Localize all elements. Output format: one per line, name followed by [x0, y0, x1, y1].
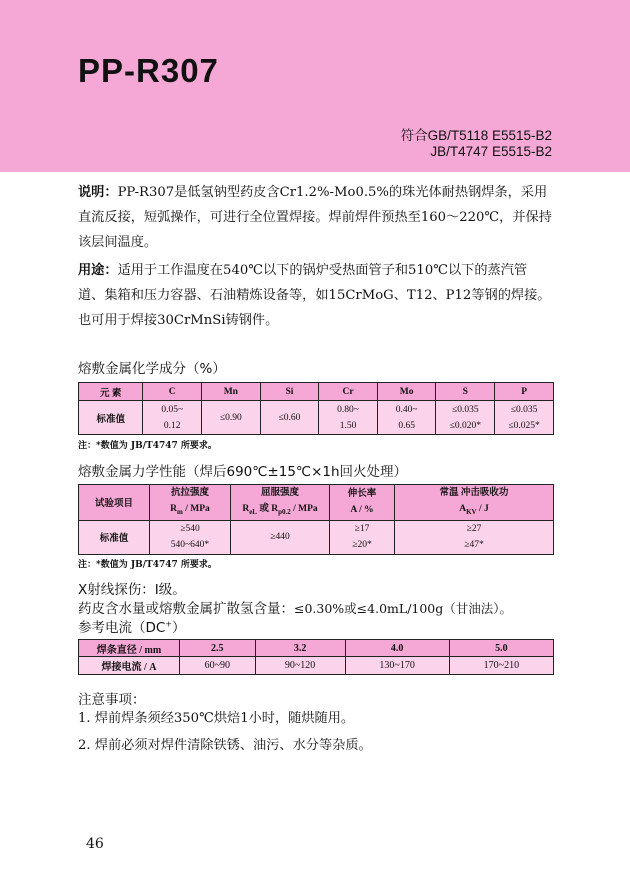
- notes-title: 注意事项：: [78, 692, 146, 708]
- chem-value-mn: ≤0.90: [202, 401, 261, 435]
- page-title: PP-R307: [78, 52, 219, 89]
- mech-value-tensile: ≥540 540~640*: [150, 520, 231, 554]
- amperage-cell: 130~170: [345, 657, 449, 675]
- hydrogen-label: 药皮含水量或熔敷金属扩散氢含量：: [78, 601, 294, 617]
- mech-header-yield: 屈服强度 $R_{eL}$ 或 $R_{p0.2}$ / MPa: [231, 485, 330, 521]
- mech-header-item: 试验项目: [79, 485, 150, 521]
- chem-value-cr: 0.80~ 1.50: [319, 401, 378, 435]
- current-amperage-row: [79, 657, 554, 675]
- chem-header-cell: 元 素: [79, 383, 143, 401]
- diameter-cell: 5.0: [449, 640, 553, 657]
- chem-value-si: ≤0.60: [260, 401, 319, 435]
- amperage-cell: 60~90: [180, 657, 256, 675]
- chem-header-cell: C: [143, 383, 202, 401]
- chem-value-mo: 0.40~ 0.65: [377, 401, 436, 435]
- amperage-cell: 170~210: [449, 657, 553, 675]
- standard-line-2: JB/T4747 E5515-B2: [430, 144, 552, 159]
- hydrogen-value: ≤0.30%或≤4.0mL/100g（甘油法）。: [294, 601, 513, 616]
- xray-line: X射线探伤：Ⅰ级。: [78, 582, 186, 598]
- mech-standard-row: [79, 520, 554, 554]
- standard-line-1: 符合GB/T5118 E5515-B2: [400, 128, 552, 143]
- chem-standard-row: [79, 401, 554, 435]
- diameter-cell: 2.5: [180, 640, 256, 657]
- mech-header-impact: 常温 冲击吸收功 $A_{KV}$ / J: [395, 485, 554, 521]
- chem-table: [78, 382, 554, 435]
- chem-value-s: ≤0.035 ≤0.020*: [436, 401, 495, 435]
- hydrogen-line: [78, 597, 512, 617]
- mech-table: [78, 484, 554, 555]
- chem-header-cell: Si: [260, 383, 319, 401]
- chem-row-label: 标准值: [79, 401, 143, 435]
- usage-text: 适用于工作温度在540℃以下的锅炉受热面管子和510℃以下的蒸汽管道、集箱和压力容器、石油精炼设备等，如15CrMoG、T12、P12等钢的焊接。也可用于焊接30CrMnSi铸钢件。: [78, 263, 551, 328]
- diameter-cell: 3.2: [255, 640, 345, 657]
- chem-section-title: 熔敷金属化学成分（%）: [78, 361, 226, 377]
- chem-header-cell: Cr: [319, 383, 378, 401]
- usage-paragraph: [78, 258, 553, 333]
- mech-value-elongation: ≥17 ≥20*: [330, 520, 395, 554]
- current-table: [78, 639, 554, 675]
- mech-header-row: [79, 485, 554, 521]
- diameter-cell: 4.0: [345, 640, 449, 657]
- current-diameter-row: [79, 640, 554, 657]
- description-paragraph: [78, 180, 553, 255]
- notes-item-1: 1. 焊前焊条须经350℃烘焙1小时，随烘随用。: [78, 711, 355, 726]
- chem-header-cell: Mo: [377, 383, 436, 401]
- chem-note: 注：*数值为 JB/T4747 所要求。: [78, 441, 217, 451]
- mech-value-impact: ≥27 ≥47*: [395, 520, 554, 554]
- chem-header-cell: P: [495, 383, 554, 401]
- page-number: 46: [86, 836, 104, 852]
- current-row1-label: 焊条直径 / mm: [79, 640, 180, 657]
- description-label: 说明：: [78, 185, 118, 200]
- chem-header-cell: Mn: [202, 383, 261, 401]
- chem-value-p: ≤0.035 ≤0.025*: [495, 401, 554, 435]
- current-section-title: 参考电流（DC+）: [78, 619, 186, 636]
- chem-header-row: [79, 383, 554, 401]
- mech-value-yield: ≥440: [231, 520, 330, 554]
- mech-header-tensile: 抗拉强度 $R_m$ / MPa: [150, 485, 231, 521]
- mech-note: 注：*数值为 JB/T4747 所要求。: [78, 560, 217, 570]
- current-row2-label: 焊接电流 / A: [79, 657, 180, 675]
- chem-value-c: 0.05~ 0.12: [143, 401, 202, 435]
- usage-label: 用途：: [78, 263, 118, 278]
- mech-row-label: 标准值: [79, 520, 150, 554]
- notes-item-2: 2. 焊前必须对焊件清除铁锈、油污、水分等杂质。: [78, 738, 372, 753]
- chem-header-cell: S: [436, 383, 495, 401]
- mech-header-elongation: 伸长率 A / %: [330, 485, 395, 521]
- amperage-cell: 90~120: [255, 657, 345, 675]
- mech-section-title: 熔敷金属力学性能（焊后690℃±15℃×1h回火处理）: [78, 464, 408, 480]
- description-text: PP-R307是低氢钠型药皮含Cr1.2%-Mo0.5%的珠光体耐热钢焊条，采用直流反接，短弧操作，可进行全位置焊接。焊前焊件预热至160～220℃，并保持该层间温度。: [78, 185, 552, 250]
